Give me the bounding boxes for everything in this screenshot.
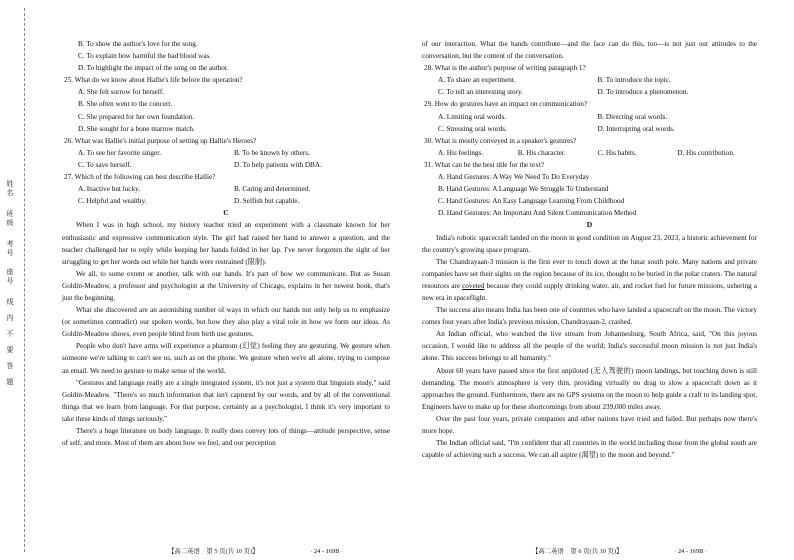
q25-option-a: A. She felt sorrow for herself. bbox=[78, 88, 165, 97]
passage-d-paragraph: An Indian official, who watched the live stream from Johannesburg, South Africa, said, "On this joyous occasion, I would like to address all the people of the world; India's successful moon mission is not just India's alone. This success belongs to all humanity." bbox=[422, 330, 757, 363]
q24-option-d: D. To highlight the impact of the song on the author. bbox=[78, 64, 229, 73]
q31-option-c: C. Hand Gestures: An Easy Language Learning From Childhood bbox=[438, 197, 625, 206]
binding-margin bbox=[0, 0, 44, 560]
margin-label-char: 不 bbox=[6, 330, 14, 339]
section-c-heading: C bbox=[223, 208, 229, 218]
right-column bbox=[422, 38, 757, 461]
q27-option-a: A. Inactive but lucky. bbox=[78, 185, 141, 194]
margin-label-class: 班级 bbox=[6, 210, 14, 228]
passage-c-paragraph: What she discovered are an astonishing number of ways in which our hands not only help us to emphasize (or sometimes contradict) our spoken words, but how they also play a vital role in how we form our ideas. As Goldin-Meadow shows, even people blind from birth use gestures. bbox=[62, 306, 390, 339]
q31-option-a: A. Hand Gestures: A Way We Need To Do Everyday bbox=[438, 173, 590, 182]
q24-option-c: C. To explain how harmful the bad blood was. bbox=[78, 52, 212, 61]
q25-stem: 25. What do we know about Hallie's life before the operation? bbox=[64, 76, 243, 85]
paragraph-text: The Chandrayaan-3 mission is the first ever to touch down at the lunar south pole. Many nations and private companies have set their sights on the region because of its ice, thought to be buried in the polar craters. The natural resources are bbox=[422, 257, 757, 290]
q28-option-b: B. To introduce the topic. bbox=[597, 76, 671, 85]
q28-stem: 28. What is the author's purpose of writing paragraph 1? bbox=[424, 64, 586, 73]
q31-stem: 31. What can be the best title for the text? bbox=[424, 160, 545, 169]
passage-c-continuation: of our interaction. What the hands contribute—and the face can do this, too—is not just our attitudes to the conversation, but the content of the conversation. bbox=[422, 40, 757, 61]
page-footer-right bbox=[532, 546, 707, 555]
margin-label-exam-no: 考号 bbox=[6, 240, 14, 258]
q26-options-row2 bbox=[62, 159, 390, 171]
section-d-heading: D bbox=[586, 220, 593, 230]
q28-option-c: C. To tell an interesting story. bbox=[438, 88, 523, 97]
margin-label-char: 答 bbox=[6, 362, 14, 371]
margin-label-char: 要 bbox=[6, 346, 14, 355]
q30-options-row bbox=[422, 147, 757, 159]
passage-d-paragraph: The Indian official said, "I'm confident that all countries in the world including those from the global south are capable of achieving such a success. We can all aspire (渴望) to the moon and beyond." bbox=[422, 439, 757, 460]
q28-option-d: D. To introduce a phenomenon. bbox=[597, 88, 689, 97]
passage-c-paragraph: "Gestures and language really are a single integrated system, it's not just a system that linguists study," said Goldin-Meadow. "There's so much information that isn't captured by our words, and by all of the conventional things that we learn from language. For that purpose, certainly as a psychologist, I think it's very important to take these kinds of things seriously." bbox=[62, 378, 390, 423]
passage-d-paragraph: India's robotic spacecraft landed on the moon in good condition on August 23, 2023, a historic achievement for the country's growing space program. bbox=[422, 233, 757, 254]
q29-option-d: D. Interrupting oral words. bbox=[597, 124, 675, 133]
passage-d-paragraph: Over the past four years, private companies and other nations have tried and failed. But perhaps now there's more hope. bbox=[422, 414, 757, 435]
q27-option-b: B. Caring and determined. bbox=[234, 185, 311, 194]
q25-option-c: C. She prepared for her own foundation. bbox=[78, 112, 195, 121]
q26-option-a: A. To see her favorite singer. bbox=[78, 148, 161, 157]
q24-option-b: B. To show the author's love for the song. bbox=[78, 40, 198, 48]
passage-c-paragraph: When I was in high school, my history teacher tried an experiment with a classmate known for her enthusiastic and expressive communication style. The girl had raised her hand to answer a question, and the teacher challenged her to reply while keeping her hands folded in her lap. I've never forgotten the sight of her struggling to get her words out while her hands were restrained (限制). bbox=[62, 221, 390, 266]
q28-options-row1 bbox=[422, 74, 757, 86]
q30-stem: 30. What is mostly conveyed in a speaker's gestures? bbox=[424, 136, 577, 145]
q27-option-c: C. Helpful and wealthy. bbox=[78, 197, 147, 206]
paper-code: · 24 - 169B · bbox=[674, 548, 708, 555]
q27-options-row1 bbox=[62, 183, 390, 195]
q27-stem: 27. Which of the following can best describe Hallie? bbox=[64, 173, 216, 182]
q30-option-b: B. His character. bbox=[517, 148, 566, 157]
passage-d-paragraph: About 60 years have passed since the first unpiloted (无人驾驶的) moon landings, but touching down is still demanding. The moon's atmosphere is very thin, providing virtually no drag to slow a spacecraft down as it approaches the ground. Furthermore, there are no GPS systems on the moon to help guide a craft to its landing spot. Engineers have to make up for these shortcomings from about 239,000 miles away. bbox=[422, 366, 757, 411]
q26-option-d: D. To help patients with DBA. bbox=[234, 160, 322, 169]
binding-dashed-line bbox=[24, 8, 25, 552]
q26-option-b: B. To be known by others. bbox=[234, 148, 310, 157]
q31-option-b: B. Hand Gestures: A Language We Struggle To Understand bbox=[438, 185, 609, 194]
q29-option-a: A. Limiting oral words. bbox=[438, 112, 507, 121]
q30-option-d: D. His contribution. bbox=[677, 148, 735, 157]
q27-options-row2 bbox=[62, 195, 390, 207]
q26-options-row1 bbox=[62, 147, 390, 159]
margin-label-char: 线 bbox=[6, 298, 14, 307]
page-number: 【高二英语 第 6 页(共 10 页)】 bbox=[532, 548, 623, 555]
margin-label-char: 内 bbox=[6, 314, 14, 323]
passage-c-paragraph: There's a huge literature on body language. It really does convey lots of things—attitude perspective, sense of self, and more. Most of them are about how we feel, and our perception bbox=[62, 427, 390, 448]
q27-option-d: D. Selfish but capable. bbox=[234, 197, 300, 206]
margin-label-seat: 座号 bbox=[6, 268, 14, 286]
q26-option-c: C. To save herself. bbox=[78, 160, 132, 169]
margin-label-char: 题 bbox=[6, 378, 14, 387]
underlined-word-coveted: coveted bbox=[462, 281, 485, 290]
page-footer-left bbox=[168, 546, 343, 555]
q28-options-row2 bbox=[422, 86, 757, 98]
left-column bbox=[62, 38, 390, 449]
passage-d-paragraph-coveted bbox=[422, 256, 757, 304]
q29-option-b: B. Directing oral words. bbox=[597, 112, 668, 121]
q30-option-c: C. His habits. bbox=[597, 148, 637, 157]
q29-stem: 29. How do gestures have an impact on communication? bbox=[424, 100, 588, 109]
q26-stem: 26. What was Hallie's initial purpose of setting up Hallie's Heroes? bbox=[64, 136, 257, 145]
q29-option-c: C. Stressing oral words. bbox=[438, 124, 507, 133]
q31-option-d: D. Hand Gestures: An Important And Silent Communication Method bbox=[438, 209, 637, 218]
margin-label-name: 姓名 bbox=[6, 180, 14, 198]
q25-option-d: D. She sought for a bone marrow match. bbox=[78, 124, 195, 133]
paper-code: · 24 - 169B · bbox=[310, 548, 344, 555]
q30-option-a: A. His feelings. bbox=[438, 148, 484, 157]
passage-d-paragraph: The success also means India has been one of countries who have landed a spacecraft on the moon. The victory comes four years after India's previous mission, Chandrayaan-2, crashed. bbox=[422, 306, 757, 327]
passage-c-paragraph: We all, to some extent or another, talk with our hands. It's part of how we communicate. But as Susan Goldin-Meadow, a professor and psychologist at the University of Chicago, explains in her newest book, that's just the beginning. bbox=[62, 269, 390, 302]
paragraph-text: because they could supply drinking water, air, and rocket fuel for future missions, ushering a new era in spaceflight. bbox=[422, 281, 757, 302]
q28-option-a: A. To share an experiment. bbox=[438, 76, 516, 85]
q29-options-row2 bbox=[422, 123, 757, 135]
passage-c-paragraph: People who don't have arms will experience a phantom (幻觉) feeling they are gesturing. We gesture when someone we're talking to can't see us, such as on the phone. We gesture when we're all alone, trying to compose an email. We need to gesture to make sense of the world. bbox=[62, 342, 390, 375]
page-number: 【高二英语 第 5 页(共 10 页)】 bbox=[168, 548, 259, 555]
q25-option-b: B. She often went to the concert. bbox=[78, 100, 173, 109]
q29-options-row1 bbox=[422, 111, 757, 123]
